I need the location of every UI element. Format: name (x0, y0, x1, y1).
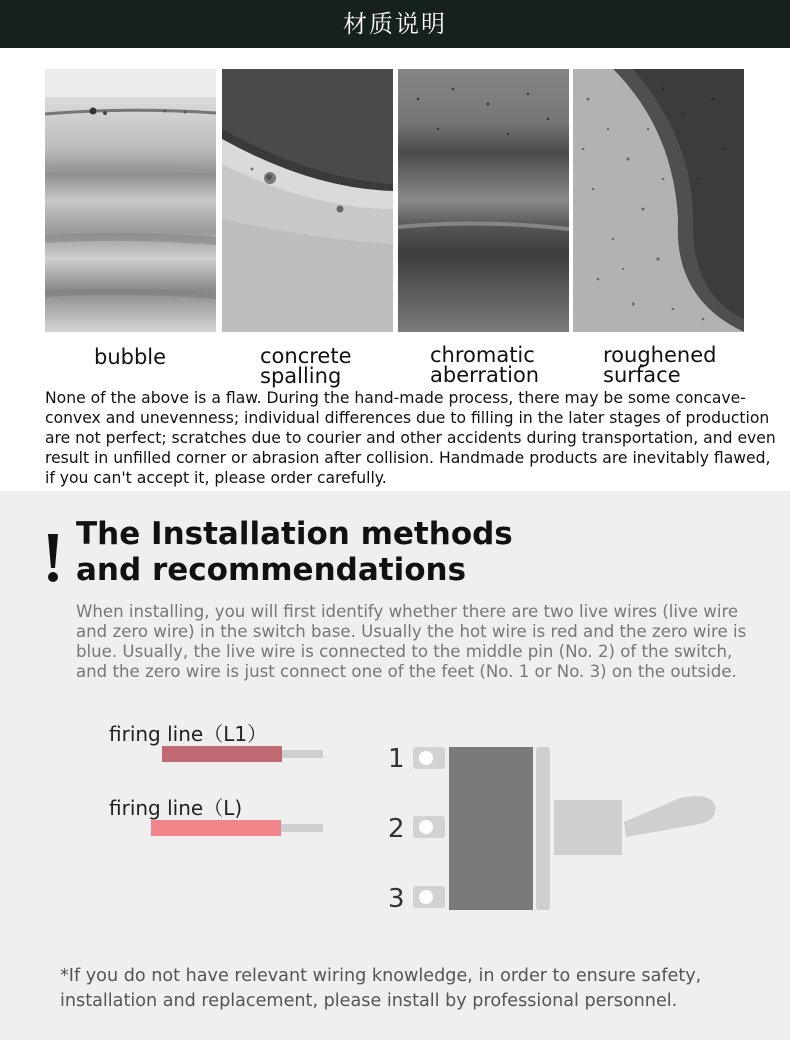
caption-roughened-surface: roughened surface (603, 343, 717, 387)
pin-number-2: 2 (388, 814, 405, 844)
switch-body (449, 747, 533, 910)
wire-l1-extension (280, 750, 323, 758)
switch-diagram (380, 740, 725, 915)
pin-number-1: 1 (388, 744, 405, 774)
flaw-disclaimer: None of the above is a flaw. During the hand-made process, there may be some concave-convex and unevenness; individual differences due to filling in the later stages of production are not perfect; scratches due to courier and other accidents during transportation, and even result in unfilled corner or abrasion after collision. Handmade products are inevitably flawed, if you can't accept it, please order carefully. (45, 389, 776, 487)
wire-label-l: firing line（L) (109, 796, 243, 820)
caption-bubble: bubble (94, 345, 167, 369)
switch-pin-3 (388, 884, 445, 914)
photo-roughened-surface (573, 69, 744, 332)
switch-pin-2 (388, 814, 445, 844)
section-title: 材质说明 (343, 10, 447, 38)
switch-pin-1 (388, 744, 445, 774)
photo-bubble (45, 69, 216, 332)
caption-concrete-spalling: concrete spalling (260, 344, 352, 388)
installation-description: When installing, you will first identify whether there are two live wires (live wire and zero wire) in the switch base. Usually the hot wire is red and the zero wire is blue. Usually, the live wire is connected to the middle pin (No. 2) of the switch, and the zero wire is just connect one of the feet (No. 1 or No. 3) on the outside. (76, 602, 747, 681)
wire-label-l1: firing line（L1） (109, 722, 268, 746)
pin-number-3: 3 (388, 884, 405, 914)
photo-chromatic-aberration (398, 69, 569, 332)
switch-lever (624, 796, 715, 837)
section-header-material (0, 0, 790, 48)
photo-concrete-spalling (222, 69, 393, 332)
installation-title: The Installation methods and recommendations (76, 516, 513, 588)
safety-note: *If you do not have relevant wiring knowledge, in order to ensure safety, installation and replacement, please install by professional personnel. (60, 966, 702, 1011)
wire-l (151, 820, 281, 836)
caption-chromatic-aberration: chromatic aberration (430, 343, 540, 387)
wire-l-extension (280, 824, 323, 832)
wire-l1 (162, 746, 282, 762)
exclamation-icon (44, 532, 64, 584)
switch-collar (554, 800, 622, 855)
switch-plate (536, 747, 550, 910)
